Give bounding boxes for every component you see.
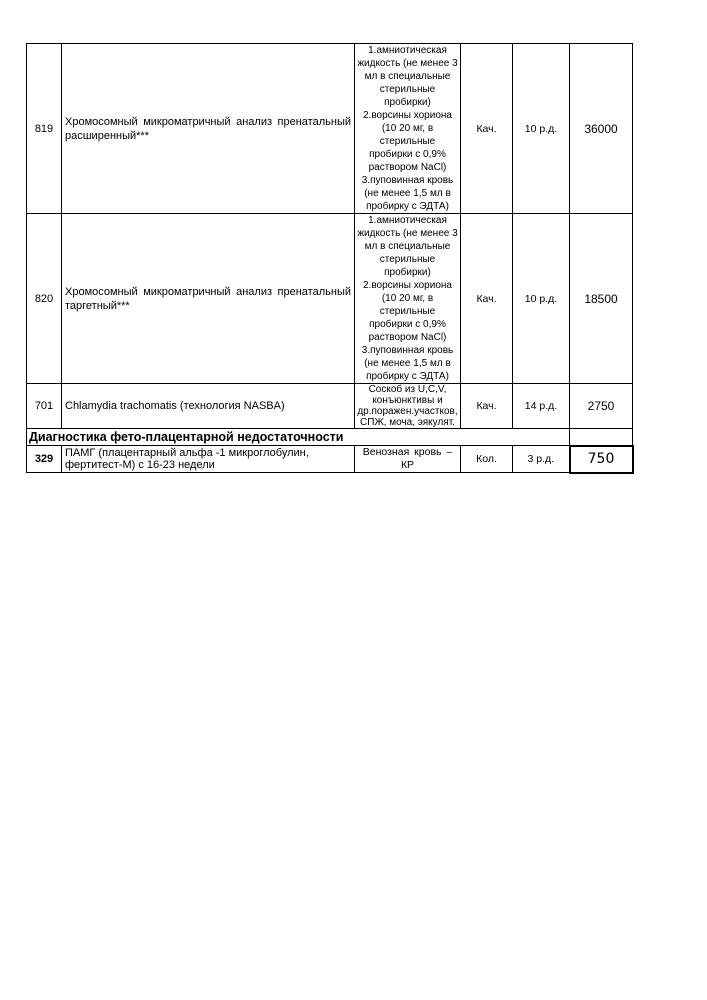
turnaround-cell: 10 р.д. bbox=[513, 44, 570, 214]
price-cell: 2750 bbox=[570, 384, 633, 429]
table-row bbox=[27, 214, 633, 384]
biomaterial-cell: Соскоб из U,C,V, конъюнктивы и др.поражен.участков, СПЖ, моча, эякулят. bbox=[355, 384, 461, 429]
service-code-cell: 819 bbox=[27, 44, 62, 214]
turnaround-cell: 14 р.д. bbox=[513, 384, 570, 429]
table-row bbox=[27, 44, 633, 214]
service-name-cell: ПАМГ (плацентарный альфа -1 микроглобулин, фертитест-М) с 16-23 недели bbox=[62, 446, 355, 473]
biomaterial-item: 1.амниотическая жидкость (не менее 3 мл в специальные стерильные пробирки) bbox=[357, 45, 458, 108]
service-code-cell: 329 bbox=[27, 446, 62, 473]
biomaterial-cell: Венозная кровь – КР bbox=[355, 446, 461, 473]
service-code-cell: 820 bbox=[27, 214, 62, 384]
price-table bbox=[26, 43, 634, 474]
table-row bbox=[27, 446, 633, 473]
service-name-cell: Хромосомный микроматричный анализ пренатальный таргетный*** bbox=[62, 214, 355, 384]
turnaround-cell: 10 р.д. bbox=[513, 214, 570, 384]
biomaterial-cell bbox=[355, 214, 461, 384]
biomaterial-item: 2.ворсины хориона (10 20 мг, в стерильные пробирки с 0,9% раствором NaCl) bbox=[363, 110, 452, 173]
biomaterial-item: 2.ворсины хориона (10 20 мг, в стерильные пробирки с 0,9% раствором NaCl) bbox=[363, 280, 452, 343]
result-type-cell: Кач. bbox=[461, 44, 513, 214]
result-type-cell: Кач. bbox=[461, 214, 513, 384]
biomaterial-item: 3.пуповинная кровь (не менее 1,5 мл в пробирку с ЭДТА) bbox=[361, 345, 454, 382]
turnaround-cell: 3 р.д. bbox=[513, 446, 570, 473]
price-cell: 36000 bbox=[570, 44, 633, 214]
biomaterial-cell bbox=[355, 44, 461, 214]
result-type-cell: Кол. bbox=[461, 446, 513, 473]
empty-price-cell bbox=[570, 429, 633, 446]
service-name-cell: Chlamydia trachomatis (технология NASBA) bbox=[62, 384, 355, 429]
price-cell: 750 bbox=[570, 446, 633, 473]
section-header-row bbox=[27, 429, 633, 446]
table-row bbox=[27, 384, 633, 429]
biomaterial-item: 3.пуповинная кровь (не менее 1,5 мл в пробирку с ЭДТА) bbox=[361, 175, 454, 212]
service-name-cell: Хромосомный микроматричный анализ пренатальный расширенный*** bbox=[62, 44, 355, 214]
service-code-cell: 701 bbox=[27, 384, 62, 429]
result-type-cell: Кач. bbox=[461, 384, 513, 429]
price-cell: 18500 bbox=[570, 214, 633, 384]
biomaterial-item: 1.амниотическая жидкость (не менее 3 мл в специальные стерильные пробирки) bbox=[357, 215, 458, 278]
section-header-cell: Диагностика фето-плацентарной недостаточности bbox=[27, 429, 570, 446]
